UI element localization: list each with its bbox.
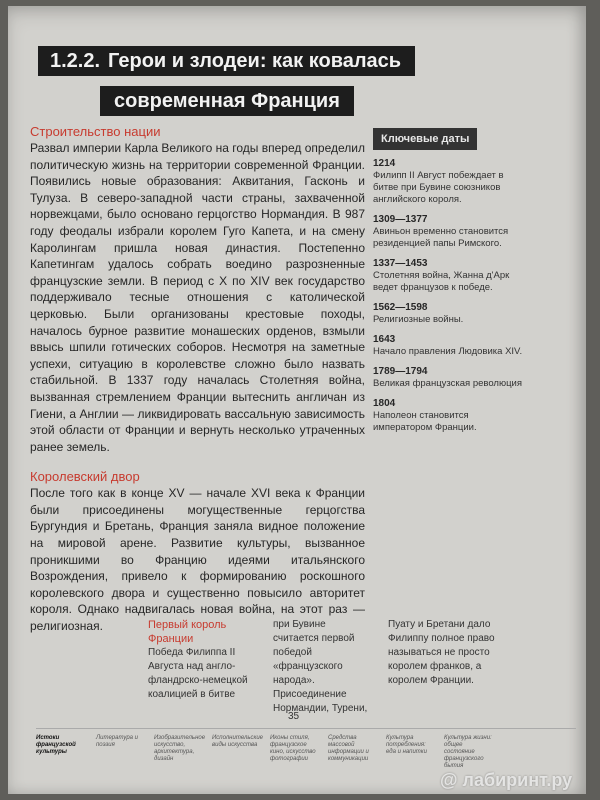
footer-item: Литература и поэзия [96, 735, 139, 748]
date-year: 1337—1453 [373, 258, 428, 269]
bottom-column-2: при Бувине считается первой победой «французского народа». Присоединение Нормандии, Турени, [273, 619, 368, 714]
date-entry [373, 301, 525, 326]
title-text-1: Герои и злодеи: как ковалась [108, 50, 402, 72]
section-heading: Королевский двор [30, 469, 140, 485]
date-year: 1562—1598 [373, 302, 428, 313]
date-event: Филипп II Август побеждает в битве при Бувине союзников английского короля. [373, 170, 504, 205]
footer-item: Изобразительное искусство, архитектура, дизайн [154, 735, 206, 762]
date-event: Авиньон временно становится резиденцией папы Римского. [373, 226, 509, 249]
date-event: Великая французская революция [373, 378, 522, 389]
page-number: 35 [288, 711, 300, 722]
date-year: 1309—1377 [373, 214, 428, 225]
date-year: 1804 [373, 398, 396, 409]
date-entry [373, 157, 525, 206]
section-body: После того как в конце XV — начале XVI века к Франции были присоединены могущественные герцогства Бургундия и Бретань, Франция заняла видное положение на мировой арене. Развитие культуры, вызванное проникшими во Францию идеями итальянского Возрождения, привело к формированию роскошного королевского двора и существенно повысило авторитет короля. Однако надвигалась новая война, на этот раз — религиозная. [30, 486, 365, 634]
footer-item: Культура потребления: еда и напитки [386, 735, 427, 755]
footer-item: Исполнительские виды искусства [212, 735, 264, 748]
bottom-heading: Первый король Франции [148, 619, 227, 645]
section-heading: Строительство нации [30, 124, 161, 139]
date-event: Религиозные войны. [373, 314, 464, 325]
bottom-column-3: Пуату и Бретани дало Филиппу полное право называться не просто королем франков, а королем Франции. [388, 619, 495, 686]
chapter-number: 1.2.2. [50, 50, 101, 72]
bottom-text: Победа Филиппа II Августа над англо-фландрско-немецкой коалицией в битве [148, 647, 248, 700]
date-entry [373, 365, 525, 390]
watermark: @ лабиринт.ру [440, 770, 573, 790]
date-entry [373, 397, 525, 434]
book-page [8, 6, 586, 794]
title-line-2: современная Франция [100, 86, 354, 116]
chapter-title [38, 46, 415, 116]
footer-item: Средства массовой информации и коммуникации [328, 735, 369, 762]
footer-item: Иконы стиля, французское кино, искусство фотографии [270, 735, 316, 762]
date-event: Наполеон становится императором Франции. [373, 410, 477, 433]
date-year: 1643 [373, 334, 396, 345]
title-line-1 [38, 46, 415, 76]
key-dates-sidebar [373, 128, 525, 434]
date-entry [373, 213, 525, 250]
date-entry [373, 333, 525, 358]
date-year: 1214 [373, 158, 396, 169]
bottom-column-1 [148, 618, 248, 702]
date-entry [373, 257, 525, 294]
date-event: Столетняя война, Жанна д'Арк ведет французов к победе. [373, 270, 510, 293]
footer-item: Истоки французской культуры [36, 735, 76, 755]
date-year: 1789—1794 [373, 366, 428, 377]
main-text [30, 124, 365, 635]
section-body: Развал империи Карла Великого на годы вперед определил политическую жизнь на территории современной Франции. Появились новые образования: Аквитания, Гасконь и Тулуза. В северо-западной части страны, захваченной норвежцами, было основано герцогство Нормандия. В 987 году феодалы избрали королем Гуго Капета, и на смену Каролингам пришла новая династия. Постепенно Капетингам удалось собрать воедино разрозненные французские земли. В период с X по XIV век государство поддерживало тесные отношения с католической церковью. Были организованы крестовые походы, началось бурное развитие монашеских орденов, взмыли ввысь шпили готических соборов. Несмотря на заметные успехи, ситуацию в королевстве сложно было назвать стабильной. В 1337 году началась Столетняя война, вызванная стремлением Франции вытеснить англичан из Гиени, а Англии — ликвидировать вассальную зависимость этой области от Франции и вернуть несколько утраченных ранее земель. [30, 141, 365, 454]
key-dates-heading: Ключевые даты [373, 128, 477, 150]
date-event: Начало правления Людовика XIV. [373, 346, 523, 357]
footer-item: Культура жизни: общее состояние французского бытия [444, 735, 492, 769]
